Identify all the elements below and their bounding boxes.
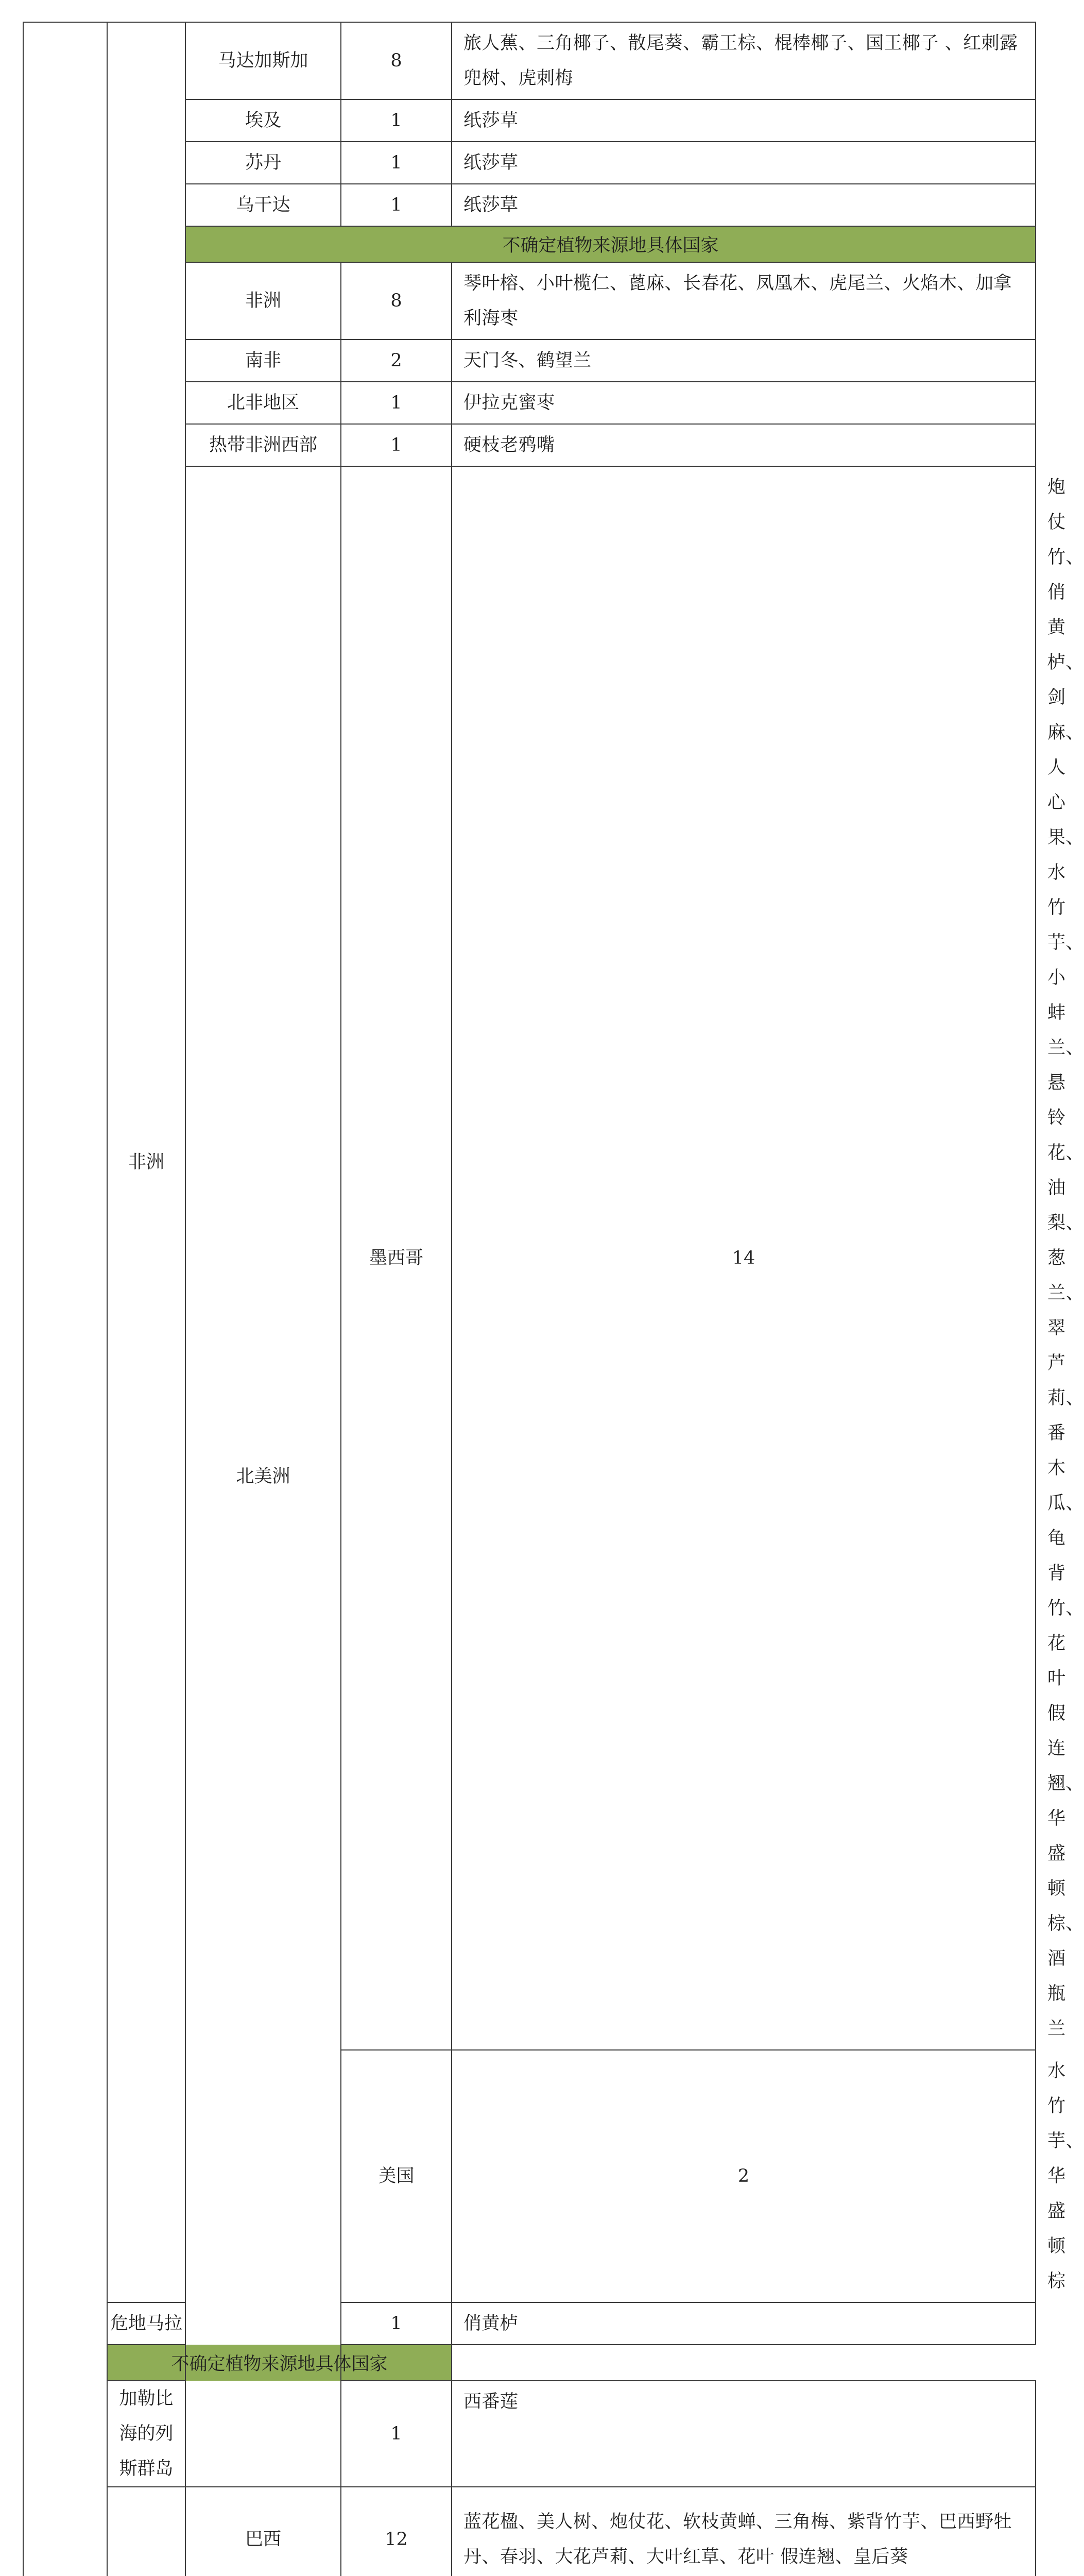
count-cell: 1 bbox=[341, 2302, 452, 2345]
table-row bbox=[23, 2487, 1036, 2576]
country-cell: 乌干达 bbox=[185, 184, 341, 226]
table-row bbox=[23, 2302, 1036, 2345]
country-cell: 埃及 bbox=[185, 99, 341, 142]
country-cell: 热带非洲西部 bbox=[185, 424, 341, 466]
count-cell: 8 bbox=[341, 22, 452, 99]
count-cell: 14 bbox=[452, 466, 1036, 2050]
count-cell: 1 bbox=[341, 99, 452, 142]
table-row: 北美洲 墨西哥 14 炮仗竹、俏黄栌、剑麻、人心果、水竹芋、小蚌兰、悬铃花、油梨、葱兰、翠芦莉、番木瓜、龟背竹、花叶假连翘、华盛顿棕、酒瓶兰 bbox=[23, 466, 1036, 2050]
country-cell: 美国 bbox=[341, 2050, 452, 2302]
count-cell: 2 bbox=[341, 340, 452, 382]
plants-cell: 硬枝老鸦嘴 bbox=[452, 424, 1036, 466]
continent-cell bbox=[107, 2487, 185, 2576]
country-cell: 墨西哥 bbox=[341, 466, 452, 2050]
country-cell: 巴西 bbox=[185, 2487, 341, 2576]
table-row bbox=[23, 22, 1036, 99]
plants-cell: 蓝花楹、美人树、炮仗花、软枝黄蝉、三角梅、紫背竹芋、巴西野牡丹、春羽、大花芦莉、大叶红草、花叶 假连翘、皇后葵 bbox=[452, 2487, 1036, 2576]
count-cell: 1 bbox=[341, 2381, 452, 2487]
plants-cell: 伊拉克蜜枣 bbox=[452, 382, 1036, 424]
plants-cell: 纸莎草 bbox=[452, 142, 1036, 184]
country-cell: 加勒比海的列斯群岛 bbox=[107, 2381, 185, 2487]
plants-cell: 纸莎草 bbox=[452, 184, 1036, 226]
count-cell: 1 bbox=[341, 142, 452, 184]
plant-origin-table bbox=[23, 22, 1084, 2576]
region-cell-empty bbox=[23, 22, 107, 2576]
count-cell: 1 bbox=[341, 424, 452, 466]
page bbox=[23, 22, 1084, 2576]
country-cell: 苏丹 bbox=[185, 142, 341, 184]
country-cell: 危地马拉 bbox=[107, 2302, 185, 2345]
count-cell: 8 bbox=[341, 262, 452, 340]
count-cell: 2 bbox=[452, 2050, 1036, 2302]
continent-cell: 非洲 bbox=[107, 22, 185, 2302]
continent-cell: 北美洲 bbox=[185, 466, 341, 2487]
count-cell: 1 bbox=[341, 184, 452, 226]
table-row: 美国 2 水竹芋、华盛顿棕 bbox=[23, 2050, 1036, 2302]
plants-cell: 纸莎草 bbox=[452, 99, 1036, 142]
country-cell: 北非地区 bbox=[185, 382, 341, 424]
plants-cell: 旅人蕉、三角椰子、散尾葵、霸王棕、棍棒椰子、国王椰子 、红刺露兜树、虎刺梅 bbox=[452, 22, 1036, 99]
unknown-origin-label: 不确定植物来源地具体国家 bbox=[185, 226, 1036, 262]
plants-cell: 琴叶榕、小叶榄仁、蓖麻、长春花、凤凰木、虎尾兰、火焰木、加拿利海枣 bbox=[452, 262, 1036, 340]
country-cell: 马达加斯加 bbox=[185, 22, 341, 99]
count-cell: 12 bbox=[341, 2487, 452, 2576]
unknown-origin-row bbox=[23, 2345, 1036, 2381]
table-row bbox=[23, 2381, 1036, 2487]
unknown-origin-label: 不确定植物来源地具体国家 bbox=[107, 2345, 452, 2381]
country-cell: 南非 bbox=[185, 340, 341, 382]
plants-cell: 西番莲 bbox=[452, 2381, 1036, 2487]
count-cell: 1 bbox=[341, 382, 452, 424]
country-cell: 非洲 bbox=[185, 262, 341, 340]
plants-cell: 天门冬、鹤望兰 bbox=[452, 340, 1036, 382]
plants-cell: 俏黄栌 bbox=[452, 2302, 1036, 2345]
